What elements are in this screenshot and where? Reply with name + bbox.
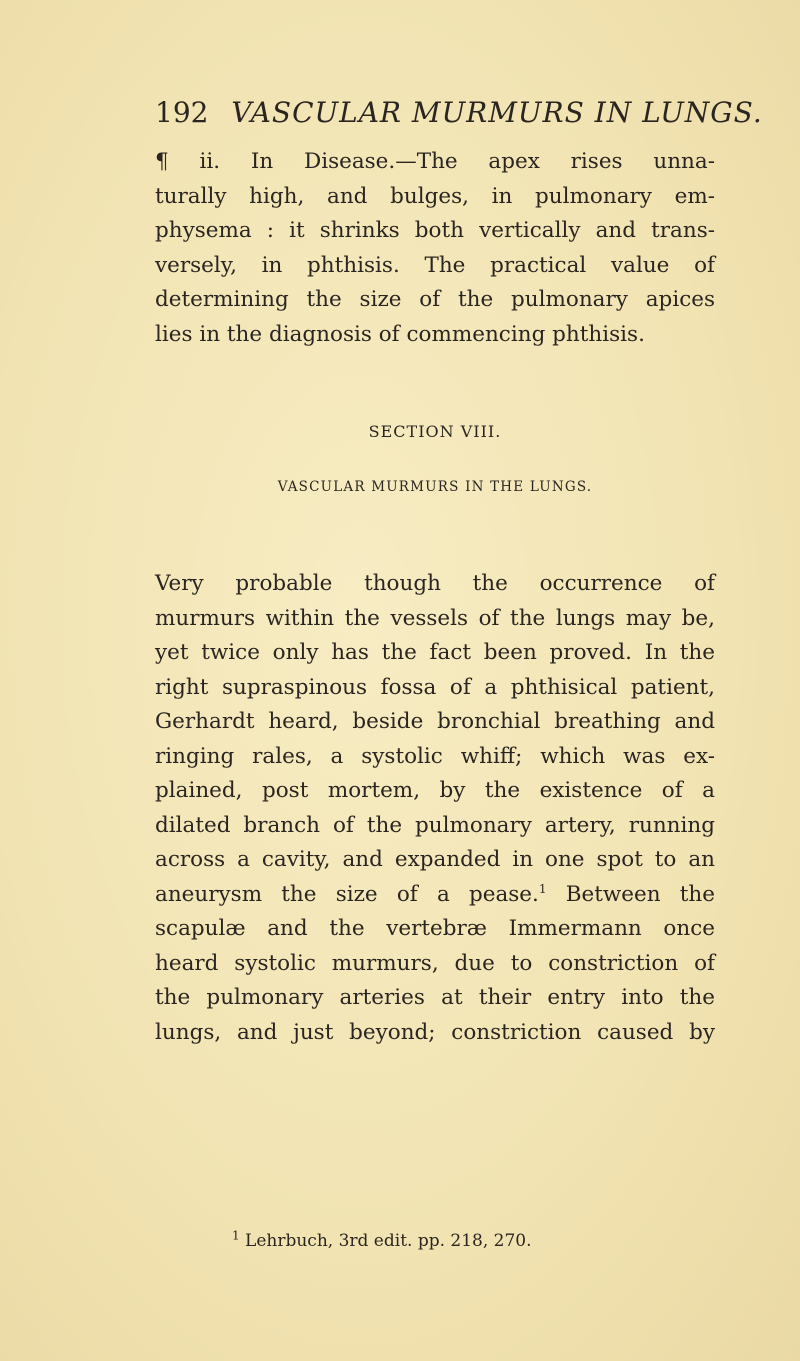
text-line: the pulmonary arteries at their entry into the (155, 985, 715, 1010)
paragraph-disease (155, 145, 715, 352)
text-line: across a cavity, and expanded in one spot to an (155, 847, 715, 872)
text-line-with-footnote (155, 878, 715, 913)
running-title: VASCULAR MURMURS IN LUNGS. (231, 96, 763, 129)
text-line: Very probable though the occurrence of (155, 571, 715, 596)
text-line: ¶ ii. In Disease.—The apex rises unna- (155, 149, 715, 174)
text-segment: Between the (546, 881, 715, 907)
text-line: heard systolic murmurs, due to constriction of (155, 950, 715, 976)
text-line: ringing rales, a systolic whiff; which was ex- (155, 743, 715, 769)
text-line: determining the size of the pulmonary apices (155, 287, 715, 312)
page-number: 192 (155, 96, 209, 129)
text-line: turally high, and bulges, in pulmonary em- (155, 183, 715, 209)
text-line: yet twice only has the fact been proved. In the (155, 640, 715, 665)
text-line: murmurs within the vessels of the lungs may be, (155, 605, 715, 631)
section-number: SECTION VIII. (368, 422, 502, 441)
footnote-text: Lehrbuch, 3rd edit. pp. 218, 270. (245, 1231, 532, 1251)
footnote (232, 1228, 712, 1251)
footnote-marker: 1 (538, 881, 547, 896)
text-line: scapulæ and the vertebræ Immermann once (155, 916, 715, 941)
text-line: lungs, and just beyond; constriction caused by (155, 1019, 715, 1045)
footnote-marker: 1 (232, 1228, 240, 1243)
running-header (155, 90, 763, 136)
paragraph-vascular-murmurs (155, 567, 715, 1050)
text-line: lies in the diagnosis of commencing phthisis. (155, 321, 645, 347)
text-line: physema : it shrinks both vertically and trans- (155, 218, 715, 243)
text-line: Gerhardt heard, beside bronchial breathing and (155, 709, 715, 734)
text-line: right supraspinous fossa of a phthisical patient, (155, 674, 715, 700)
section-title: VASCULAR MURMURS IN THE LUNGS. (277, 479, 593, 495)
text-line: plained, post mortem, by the existence of a (155, 778, 715, 803)
text-line: versely, in phthisis. The practical value of (155, 252, 715, 278)
text-line: dilated branch of the pulmonary artery, running (155, 812, 715, 838)
text-segment: aneurysm the size of a pease. (155, 881, 539, 907)
